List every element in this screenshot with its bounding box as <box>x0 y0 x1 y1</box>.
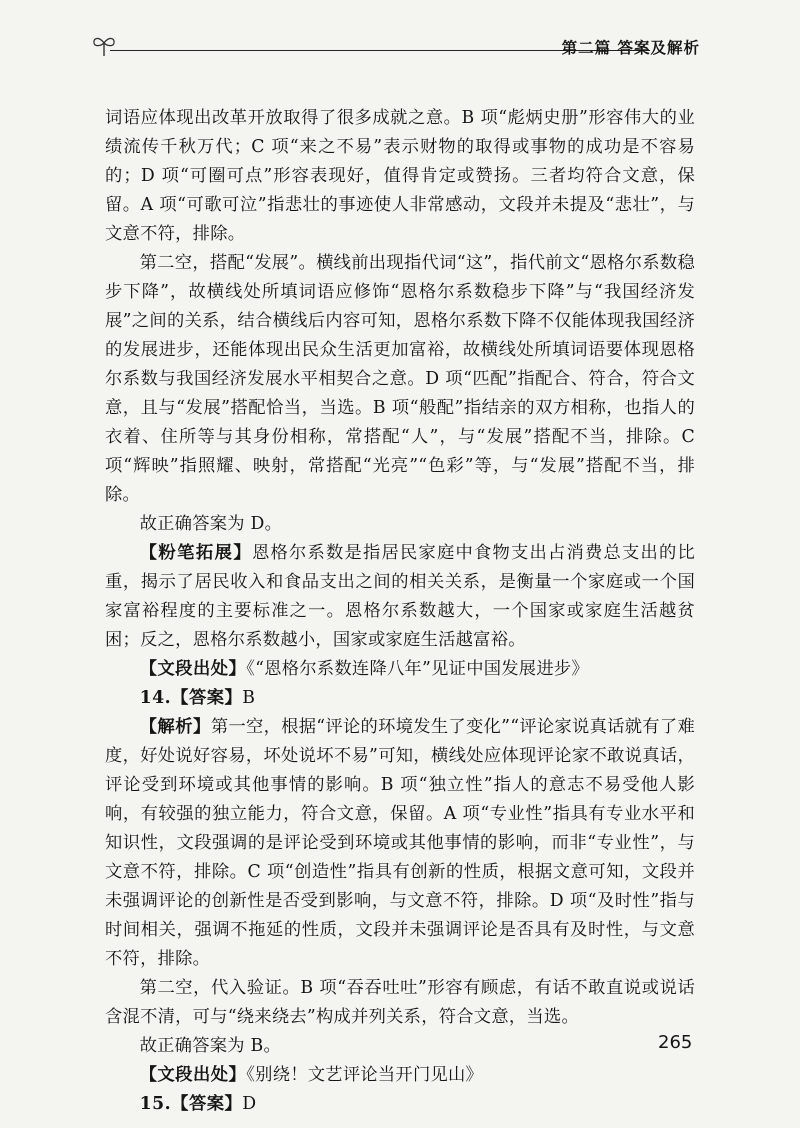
paragraph-text: 第一空，根据“评论的环境发生了变化”“评论家说真话就有了难度，好处说好容易，坏处说坏不易”可知，横线处应体现评论家不敢说真话，评论受到环境或其他事情的影响。B 项“独立性”指人的意志不易受他人影响，有较强的独立能力，符合文意，保留。A 项“专业性”指具有专业水平和知识性，文段强调的是评论受到环境或其他事情的影响，而非“专业性”，与文意不符，排除。C 项“创造性”指具有创新的性质，根据文意可知，文段并未强调评论的创新性是否受到影响，与文意不符，排除。D 项“及时性”指与时间相关，强调不拖延的性质，文段并未强调评论是否具有及时性，与文意不符，排除。 <box>105 717 695 969</box>
extension-label: 【粉笔拓展】 <box>139 543 253 563</box>
paragraph-text: 《“恩格尔系数连降八年”见证中国发展进步》 <box>246 659 589 679</box>
paragraph-text: 第二空，代入验证。B 项“吞吞吐吐”形容有顾虑，有话不敢直说或说话含混不清，可与“绕来绕去”构成并列关系，符合文意，当选。 <box>105 978 695 1027</box>
paragraph-text: 词语应体现出改革开放取得了很多成就之意。B 项“彪炳史册”形容伟大的业绩流传千秋万代；C 项“来之不易”表示财物的取得或事物的成功是不容易的；D 项“可圈可点”形容表现好，值得肯定或赞扬。三者均符合文意，保留。A 项“可歌可泣”指悲壮的事迹使人非常感动，文段并未提及“悲壮”，与文意不符，排除。 <box>105 108 695 244</box>
paragraph-analysis <box>105 713 695 974</box>
paragraph-correct-answer <box>105 510 695 539</box>
answer-value: D <box>242 1094 257 1114</box>
paragraph-text: 故正确答案为 D。 <box>139 514 283 534</box>
running-header <box>90 30 710 64</box>
paragraph-source <box>105 655 695 684</box>
section-title: 第二篇 答案及解析 <box>561 39 700 57</box>
paragraph-source-14 <box>105 1061 695 1090</box>
paragraph-text: 第二空，搭配“发展”。横线前出现指代词“这”，指代前文“恩格尔系数稳步下降”，故横线处所填词语应修饰“恩格尔系数稳步下降”与“我国经济发展”之间的关系，结合横线后内容可知，恩格尔系数下降不仅能体现我国经济的发展进步，还能体现出民众生活更加富裕，故横线处所填词语要体现恩格尔系数与我国经济发展水平相契合之意。D 项“匹配”指配合、符合，符合文意，且与“发展”搭配恰当，当选。B 项“般配”指结亲的双方相称，也指人的衣着、住所等与其身份相称，常搭配“人”，与“发展”搭配不当，排除。C 项“辉映”指照耀、映射，常搭配“光亮”“色彩”等，与“发展”搭配不当，排除。 <box>105 253 695 505</box>
page-body <box>105 104 695 1119</box>
paragraph-answer-14 <box>105 684 695 713</box>
paragraph-answer-15 <box>105 1090 695 1119</box>
answer-label: 14.【答案】 <box>139 688 243 708</box>
paragraph-text: 《别绕！文艺评论当开门见山》 <box>246 1065 484 1085</box>
page-number: 265 <box>658 1032 693 1053</box>
paragraph-second-blank <box>105 249 695 510</box>
paragraph-text: 故正确答案为 B。 <box>139 1036 282 1056</box>
paragraph-second-blank-14 <box>105 974 695 1032</box>
paragraph-text: 恩格尔系数是指居民家庭中食物支出占消费总支出的比重，揭示了居民收入和食品支出之间的相关关系，是衡量一个家庭或一个国家富裕程度的主要标准之一。恩格尔系数越大，一个国家或家庭生活越贫困；反之，恩格尔系数越小，国家或家庭生活越富裕。 <box>105 543 695 650</box>
analysis-label: 【解析】 <box>139 717 211 737</box>
paragraph-extension <box>105 539 695 655</box>
source-label: 【文段出处】 <box>139 659 247 679</box>
paragraph-continuation <box>105 104 695 249</box>
answer-label: 15.【答案】 <box>139 1094 243 1114</box>
source-label: 【文段出处】 <box>139 1065 247 1085</box>
answer-value: B <box>242 688 256 708</box>
paragraph-correct-answer-14 <box>105 1032 695 1061</box>
sprout-icon <box>90 30 118 58</box>
